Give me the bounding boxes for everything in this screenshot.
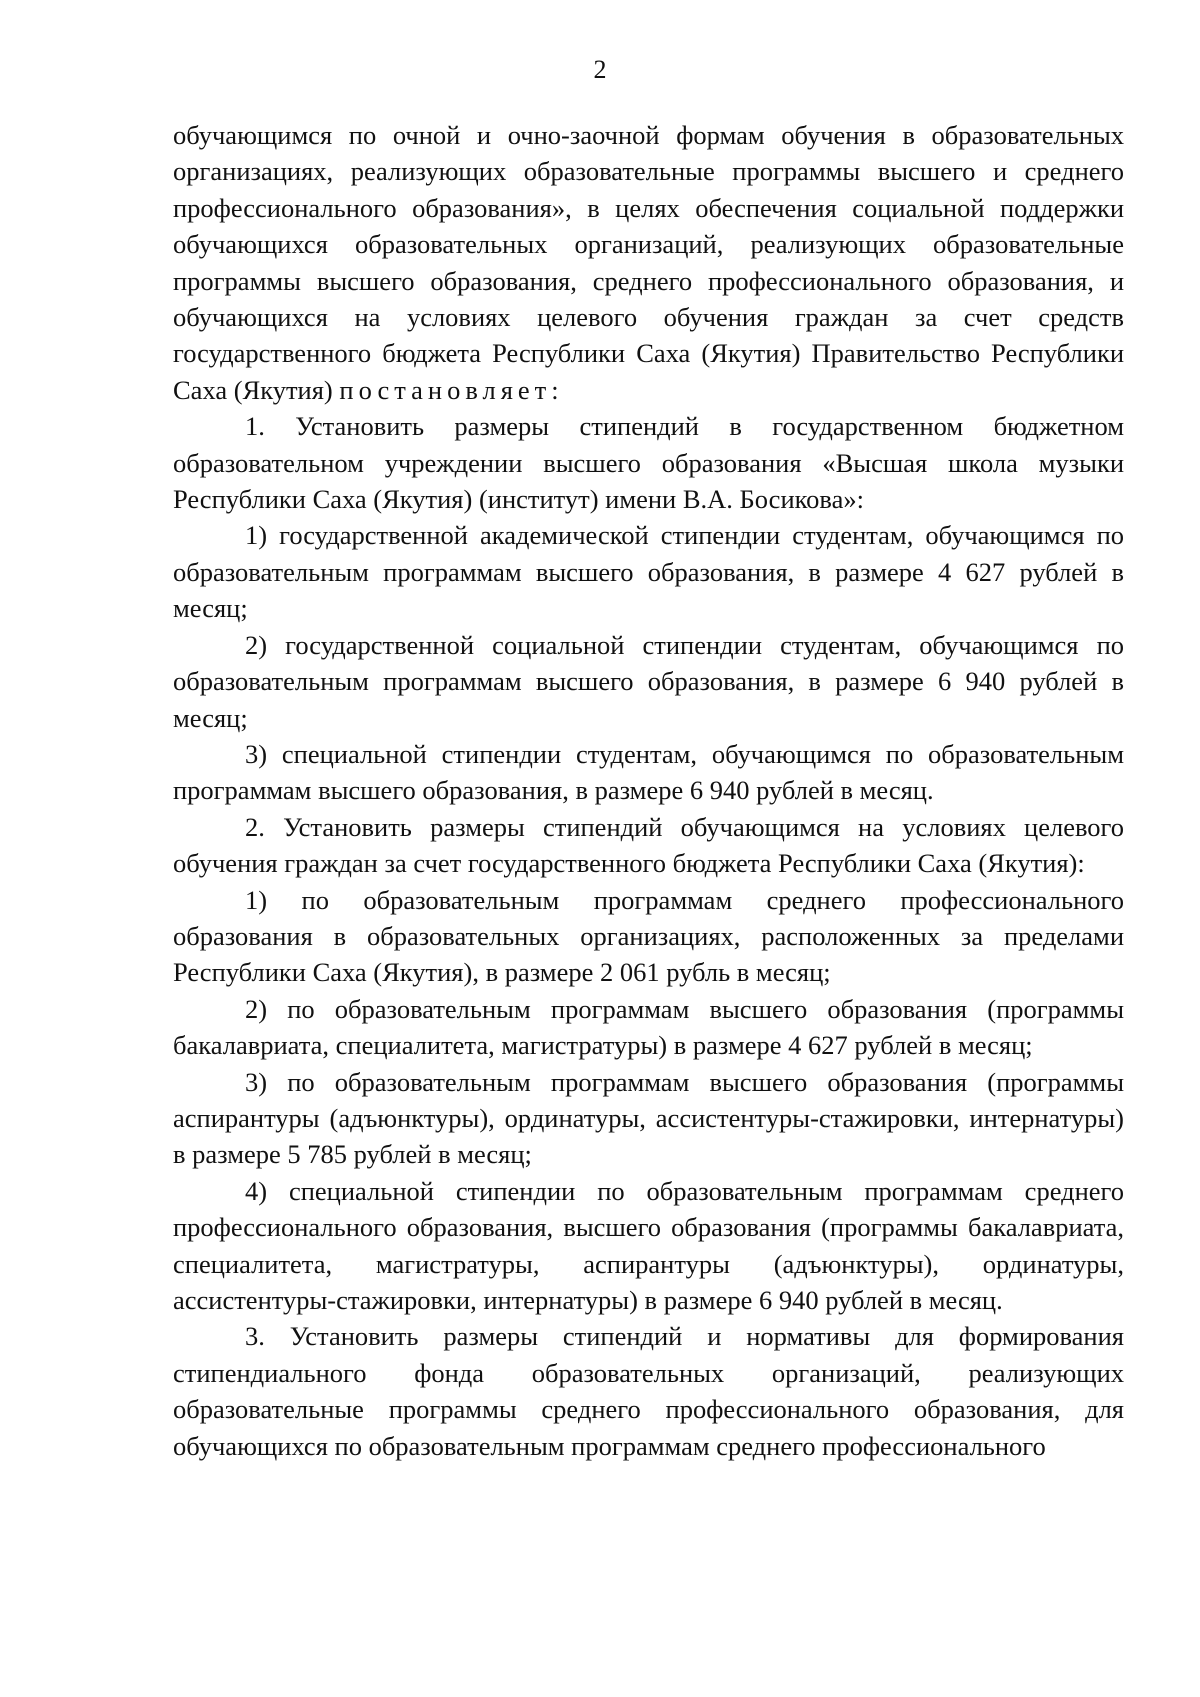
clause-1-item-3: 3) специальной стипендии студентам, обучающимся по образовательным программам высшего образования, в размере 6 940 рублей в месяц. bbox=[173, 738, 1124, 806]
clause-2-item-4: 4) специальной стипендии по образовательным программам среднего профессионального образования, высшего образования (программы бакалавриата, специалитета, магистратуры, аспирантуры (адъюнктуры), ординатуры, ассистентуры-стажировки, интернатуры) в размере 6 940 рублей в месяц. bbox=[173, 1175, 1124, 1315]
decree-verb: постановляет bbox=[339, 374, 552, 405]
clause-3: 3. Установить размеры стипендий и нормативы для формирования стипендиального фонда образовательных организаций, реализующих образовательные программы среднего профессионального образования, для обучающихся по образовательным программам среднего профессионального bbox=[173, 1321, 1124, 1461]
clause-1-item-1: 1) государственной академической стипендии студентам, обучающимся по образовательным программам высшего образования, в размере 4 627 рублей в месяц; bbox=[173, 520, 1124, 624]
clause-2-item-1: 1) по образовательным программам среднего профессионального образования в образовательных организациях, расположенных за пределами Республики Саха (Якутия), в размере 2 061 рубль в месяц; bbox=[173, 884, 1124, 988]
clause-2-item-3: 3) по образовательным программам высшего образования (программы аспирантуры (адъюнктуры), ординатуры, ассистентуры-стажировки, интернатуры) в размере 5 785 рублей в месяц; bbox=[173, 1066, 1124, 1170]
clause-2: 2. Установить размеры стипендий обучающимся на условиях целевого обучения граждан за счет государственного бюджета Республики Саха (Якутия): bbox=[173, 811, 1124, 879]
clause-1-item-2: 2) государственной социальной стипендии студентам, обучающимся по образовательным программам высшего образования, в размере 6 940 рублей в месяц; bbox=[173, 629, 1124, 733]
clause-1: 1. Установить размеры стипендий в государственном бюджетном образовательном учреждении высшего образования «Высшая школа музыки Республики Саха (Якутия) (институт) имени В.А. Босикова»: bbox=[173, 411, 1124, 515]
page-number: 2 bbox=[593, 55, 607, 84]
document-body bbox=[173, 117, 1124, 1464]
paragraph-intro-text: обучающимся по очной и очно-заочной формам обучения в образовательных организациях, реализующих образовательные программы высшего и среднего профессионального образования», в целях обеспечения социальной поддержки обучающихся образовательных организаций, реализующих образовательные программы высшего образования, среднего профессионального образования, и обучающихся на условиях целевого обучения граждан за счет средств государственного бюджета Республики Саха (Якутия) Правительство Республики Саха (Якутия) bbox=[173, 120, 1124, 405]
clause-2-item-2: 2) по образовательным программам высшего образования (программы бакалавриата, специалитета, магистратуры) в размере 4 627 рублей в месяц; bbox=[173, 993, 1124, 1061]
decree-verb-colon: : bbox=[551, 374, 559, 405]
paragraph-intro bbox=[173, 117, 1124, 408]
